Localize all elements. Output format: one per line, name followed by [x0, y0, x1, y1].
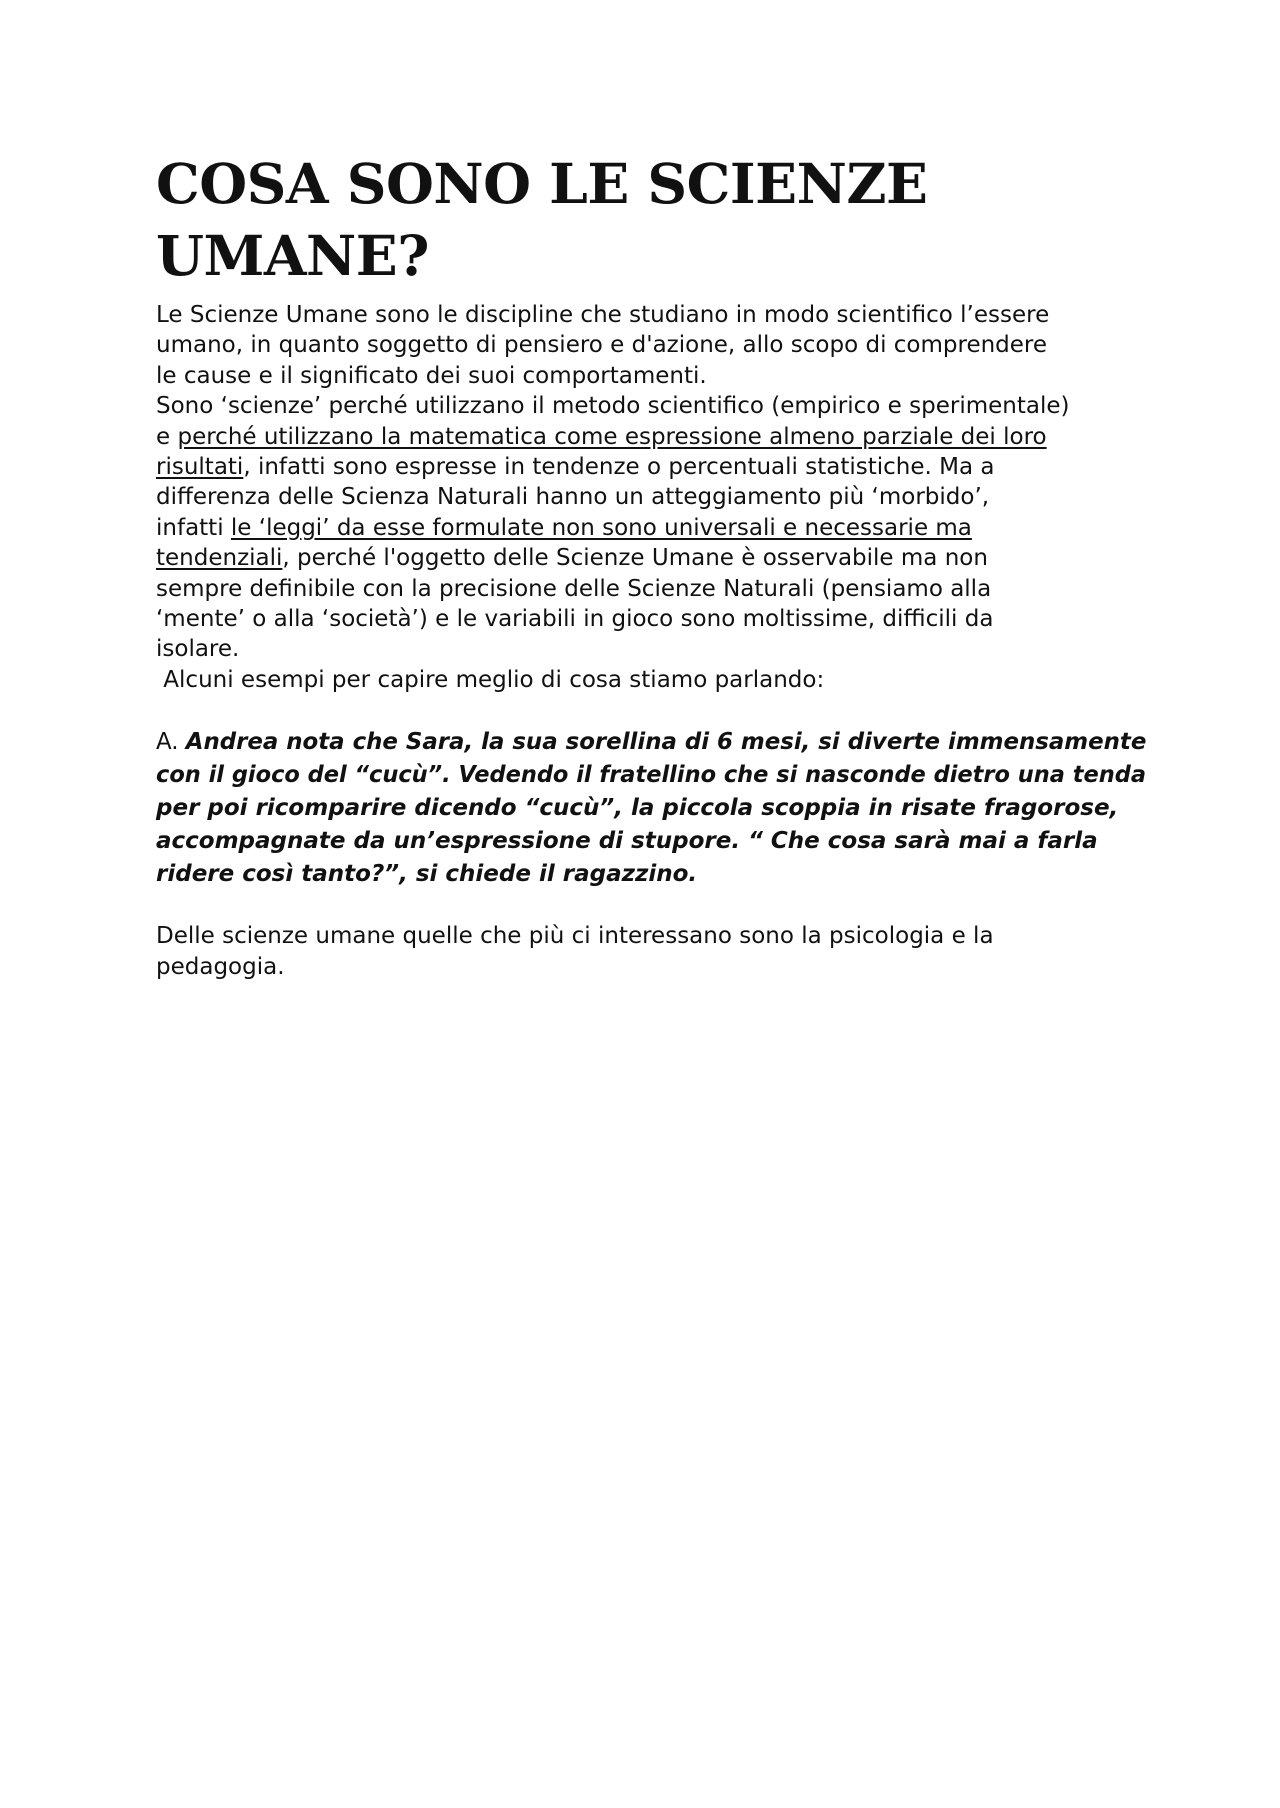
example-line: ridere così tanto?”, si chiede il ragazzino. [156, 860, 698, 887]
intro-line: umano, in quanto soggetto di pensiero e d'azione, allo scopo di comprendere [156, 332, 1048, 359]
intro-text: infatti [156, 514, 231, 541]
intro-line [156, 543, 1146, 573]
underlined-text: le ‘leggi’ da esse formulate non sono universali e necessarie ma [230, 514, 972, 541]
closing-line: Delle scienze umane quelle che più ci interessano sono la psicologia e la [156, 923, 994, 950]
title-line-1: COSA SONO LE SCIENZE [156, 151, 928, 216]
spacer [156, 891, 1146, 921]
underlined-text: perché utilizzano la matematica come espressione almeno parziale dei loro [177, 423, 1047, 450]
example-text: Andrea nota che Sara, la sua sorellina di 6 mesi, si diverte immensamente [185, 728, 1147, 755]
intro-line [156, 452, 1146, 482]
intro-line: Alcuni esempi per capire meglio di cosa stiamo parlando: [156, 666, 825, 693]
closing-line: pedagogia. [156, 954, 285, 981]
intro-text: , infatti sono espresse in tendenze o percentuali statistiche. Ma a [243, 454, 995, 481]
intro-line [156, 513, 1146, 543]
page-title [156, 148, 1146, 292]
intro-line: sempre definibile con la precisione delle Scienze Naturali (pensiamo alla [156, 575, 992, 602]
title-line-2: UMANE? [156, 223, 429, 288]
intro-line: ‘mente’ o alla ‘società’) e le variabili in gioco sono moltissime, difficili da [156, 606, 994, 633]
underlined-text: tendenziali [156, 545, 283, 572]
closing-paragraph [156, 921, 1146, 983]
intro-line: differenza delle Scienza Naturali hanno un atteggiamento più ‘morbido’, [156, 484, 990, 511]
intro-line: isolare. [156, 636, 240, 663]
intro-paragraph [156, 300, 1146, 726]
example-paragraph [156, 726, 1146, 921]
example-line: accompagnate da un’espressione di stupore. “ Che cosa sarà mai a farla [156, 827, 1098, 854]
intro-text: e [156, 423, 178, 450]
example-line [156, 726, 1147, 759]
spacer [156, 695, 1146, 725]
example-label: A. [156, 728, 186, 755]
document-page [156, 148, 1146, 983]
intro-line: Sono ‘scienze’ perché utilizzano il metodo scientifico (empirico e sperimentale) [156, 393, 1070, 420]
underlined-text: risultati [156, 454, 244, 481]
intro-line: Le Scienze Umane sono le discipline che studiano in modo scientifico l’essere [156, 302, 1050, 328]
intro-line: le cause e il significato dei suoi comportamenti. [156, 362, 707, 389]
example-line: con il gioco del “cucù”. Vedendo il fratellino che si nasconde dietro una tenda [156, 761, 1147, 788]
intro-text: , perché l'oggetto delle Scienze Umane è osservabile ma non [282, 545, 988, 572]
example-line: per poi ricomparire dicendo “cucù”, la piccola scoppia in risate fragorose, [156, 794, 1119, 821]
intro-line [156, 422, 1146, 452]
